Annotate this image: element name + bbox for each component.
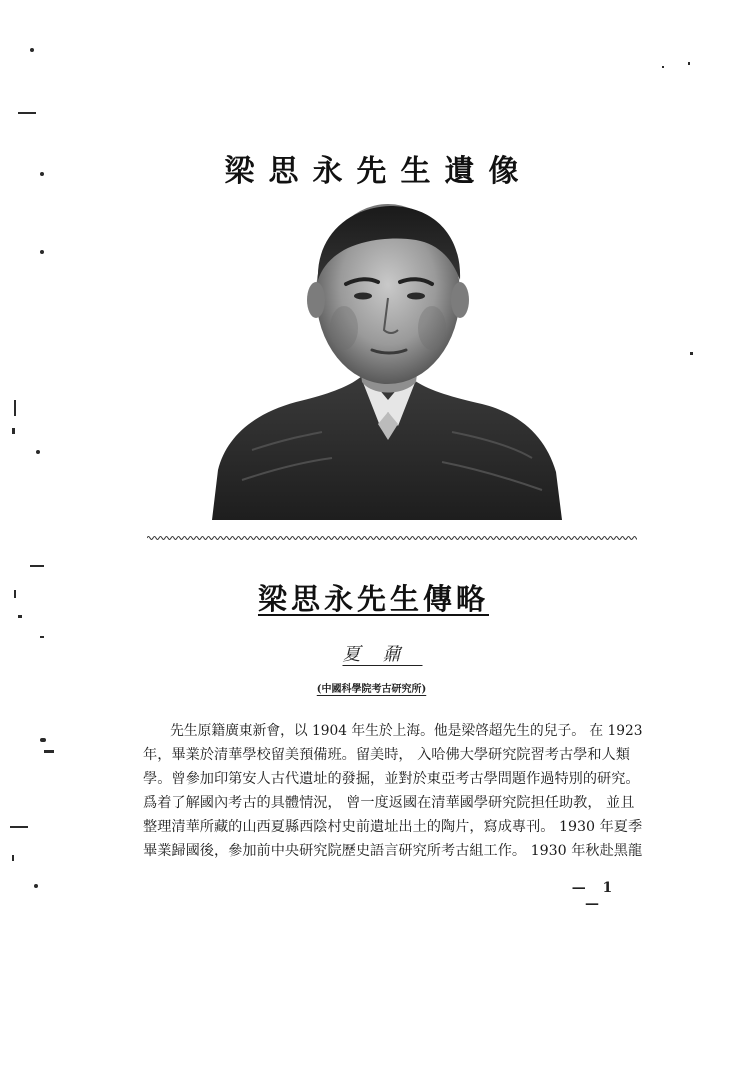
body-line: 整理清華所藏的山西夏縣西陰村史前遺址出土的陶片，寫成專刊。 1930 年夏季 xyxy=(143,819,643,835)
page-title: 梁思永先生遺像 xyxy=(224,154,533,189)
scan-speck xyxy=(690,352,693,355)
body-line: 學。曾參加印第安人古代遺址的發掘，並對於東亞考古學問題作過特別的研究。 xyxy=(143,771,640,787)
scan-speck xyxy=(662,66,664,68)
body-line: 先生原籍廣東新會，以 1904 年生於上海。他是梁啓超先生的兒子。 在 1923 xyxy=(170,723,643,739)
author-text: 夏鼐 xyxy=(342,644,423,665)
scan-speck xyxy=(12,855,14,861)
portrait-photo-icon xyxy=(212,200,562,520)
scan-speck xyxy=(44,750,54,753)
scan-speck xyxy=(10,826,28,828)
scan-speck xyxy=(688,62,690,65)
scan-speck xyxy=(34,884,38,888)
affiliation-text: (中國科學院考古研究所) xyxy=(316,684,427,695)
bio-title-text: 梁思永先生傳略 xyxy=(257,582,489,616)
scan-speck xyxy=(40,250,44,254)
body-line: 爲着了解國內考古的具體情況， 曾一度返國在清華國學研究院担任助教， 並且 xyxy=(143,795,635,811)
scan-speck xyxy=(40,738,46,742)
wavy-divider xyxy=(147,533,637,543)
scan-speck xyxy=(36,450,40,454)
scan-speck xyxy=(12,428,15,434)
scan-speck xyxy=(14,400,16,416)
body-line: 年，畢業於清華學校留美預備班。留美時， 入哈佛大學研究院習考古學和人類 xyxy=(143,747,630,763)
scan-speck xyxy=(18,112,36,114)
scan-speck xyxy=(30,565,44,567)
author-name xyxy=(0,640,743,666)
page-number: — 1 — xyxy=(571,880,619,912)
body-paragraph xyxy=(143,719,643,863)
bio-title xyxy=(0,577,743,618)
scan-speck xyxy=(40,636,44,638)
body-line: 畢業歸國後，參加前中央研究院歷史語言研究所考古組工作。 1930 年秋赴黑龍 xyxy=(143,843,643,859)
author-affiliation xyxy=(0,680,743,695)
scan-speck xyxy=(30,48,34,52)
